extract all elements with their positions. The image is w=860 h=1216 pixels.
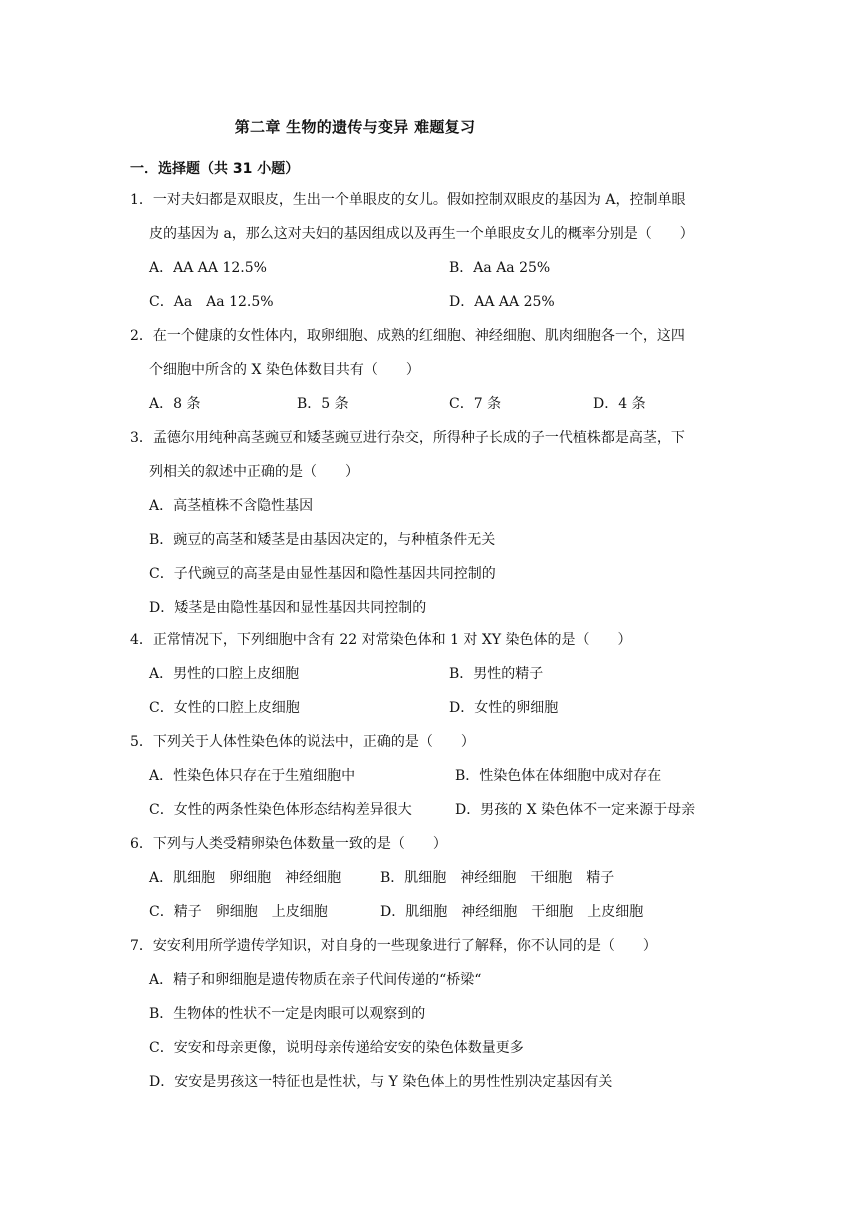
question-6-option-a: A．肌细胞 卵细胞 神经细胞 bbox=[149, 870, 342, 886]
question-2-option-c: C．7 条 bbox=[449, 396, 502, 412]
question-5-option-d: D．男孩的 X 染色体不一定来源于母亲 bbox=[455, 802, 696, 818]
question-4-option-d: D．女性的卵细胞 bbox=[449, 700, 559, 716]
question-1-option-a: A．AA AA 12.5% bbox=[149, 260, 267, 276]
question-6-option-d: D．肌细胞 神经细胞 干细胞 上皮细胞 bbox=[380, 904, 644, 920]
question-1-option-d: D．AA AA 25% bbox=[449, 294, 555, 310]
question-5-line-1: 5．下列关于人体性染色体的说法中，正确的是（ ） bbox=[130, 734, 475, 750]
question-2-option-b: B．5 条 bbox=[297, 396, 349, 412]
question-2-option-d: D．4 条 bbox=[593, 396, 646, 412]
question-1-line-1: 1．一对夫妇都是双眼皮，生出一个单眼皮的女儿。假如控制双眼皮的基因为 A，控制单眼 bbox=[130, 192, 686, 208]
question-7-option-a: A．精子和卵细胞是遗传物质在亲子代间传递的“桥梁“ bbox=[149, 972, 482, 988]
question-7-option-d: D．安安是男孩这一特征也是性状，与 Y 染色体上的男性性别决定基因有关 bbox=[149, 1074, 613, 1090]
document-title: 第二章 生物的遗传与变异 难题复习 bbox=[234, 118, 476, 136]
question-7-option-c: C．安安和母亲更像，说明母亲传递给安安的染色体数量更多 bbox=[149, 1040, 524, 1056]
question-6-line-1: 6．下列与人类受精卵染色体数量一致的是（ ） bbox=[130, 836, 447, 852]
question-6-option-c: C．精子 卵细胞 上皮细胞 bbox=[149, 904, 328, 920]
question-1-option-b: B．Aa Aa 25% bbox=[449, 260, 551, 276]
question-4-option-b: B．男性的精子 bbox=[449, 666, 544, 682]
question-1-line-2: 皮的基因为 a，那么这对夫妇的基因组成以及再生一个单眼皮女儿的概率分别是（ ） bbox=[149, 226, 694, 242]
question-2-line-2: 个细胞中所含的 X 染色体数目共有（ ） bbox=[149, 362, 420, 378]
question-3-option-c: C．子代豌豆的高茎是由显性基因和隐性基因共同控制的 bbox=[149, 566, 496, 582]
question-1-option-c: C．Aa Aa 12.5% bbox=[149, 294, 274, 310]
question-3-line-2: 列相关的叙述中正确的是（ ） bbox=[149, 464, 359, 480]
question-2-line-1: 2．在一个健康的女性体内，取卵细胞、成熟的红细胞、神经细胞、肌肉细胞各一个，这四 bbox=[130, 328, 685, 344]
section-heading: 一．选择题（共 31 小题） bbox=[130, 161, 300, 177]
question-3-option-a: A．高茎植株不含隐性基因 bbox=[149, 498, 314, 514]
question-2-option-a: A．8 条 bbox=[149, 396, 201, 412]
question-4-option-a: A．男性的口腔上皮细胞 bbox=[149, 666, 300, 682]
question-5-option-c: C．女性的两条性染色体形态结构差异很大 bbox=[149, 802, 412, 818]
question-6-option-b: B．肌细胞 神经细胞 干细胞 精子 bbox=[380, 870, 615, 886]
question-3-option-d: D．矮茎是由隐性基因和显性基因共同控制的 bbox=[149, 600, 427, 616]
question-3-line-1: 3．孟德尔用纯种高茎豌豆和矮茎豌豆进行杂交，所得种子长成的子一代植株都是高茎，下 bbox=[130, 430, 685, 446]
question-4-option-c: C．女性的口腔上皮细胞 bbox=[149, 700, 300, 716]
question-7-line-1: 7．安安利用所学遗传学知识，对自身的一些现象进行了解释，你不认同的是（ ） bbox=[130, 938, 657, 954]
question-4-line-1: 4．正常情况下，下列细胞中含有 22 对常染色体和 1 对 XY 染色体的是（ ） bbox=[130, 632, 632, 648]
question-3-option-b: B．豌豆的高茎和矮茎是由基因决定的，与种植条件无关 bbox=[149, 532, 496, 548]
question-5-option-b: B．性染色体在体细胞中成对存在 bbox=[455, 768, 662, 784]
question-5-option-a: A．性染色体只存在于生殖细胞中 bbox=[149, 768, 356, 784]
question-7-option-b: B．生物体的性状不一定是肉眼可以观察到的 bbox=[149, 1006, 426, 1022]
